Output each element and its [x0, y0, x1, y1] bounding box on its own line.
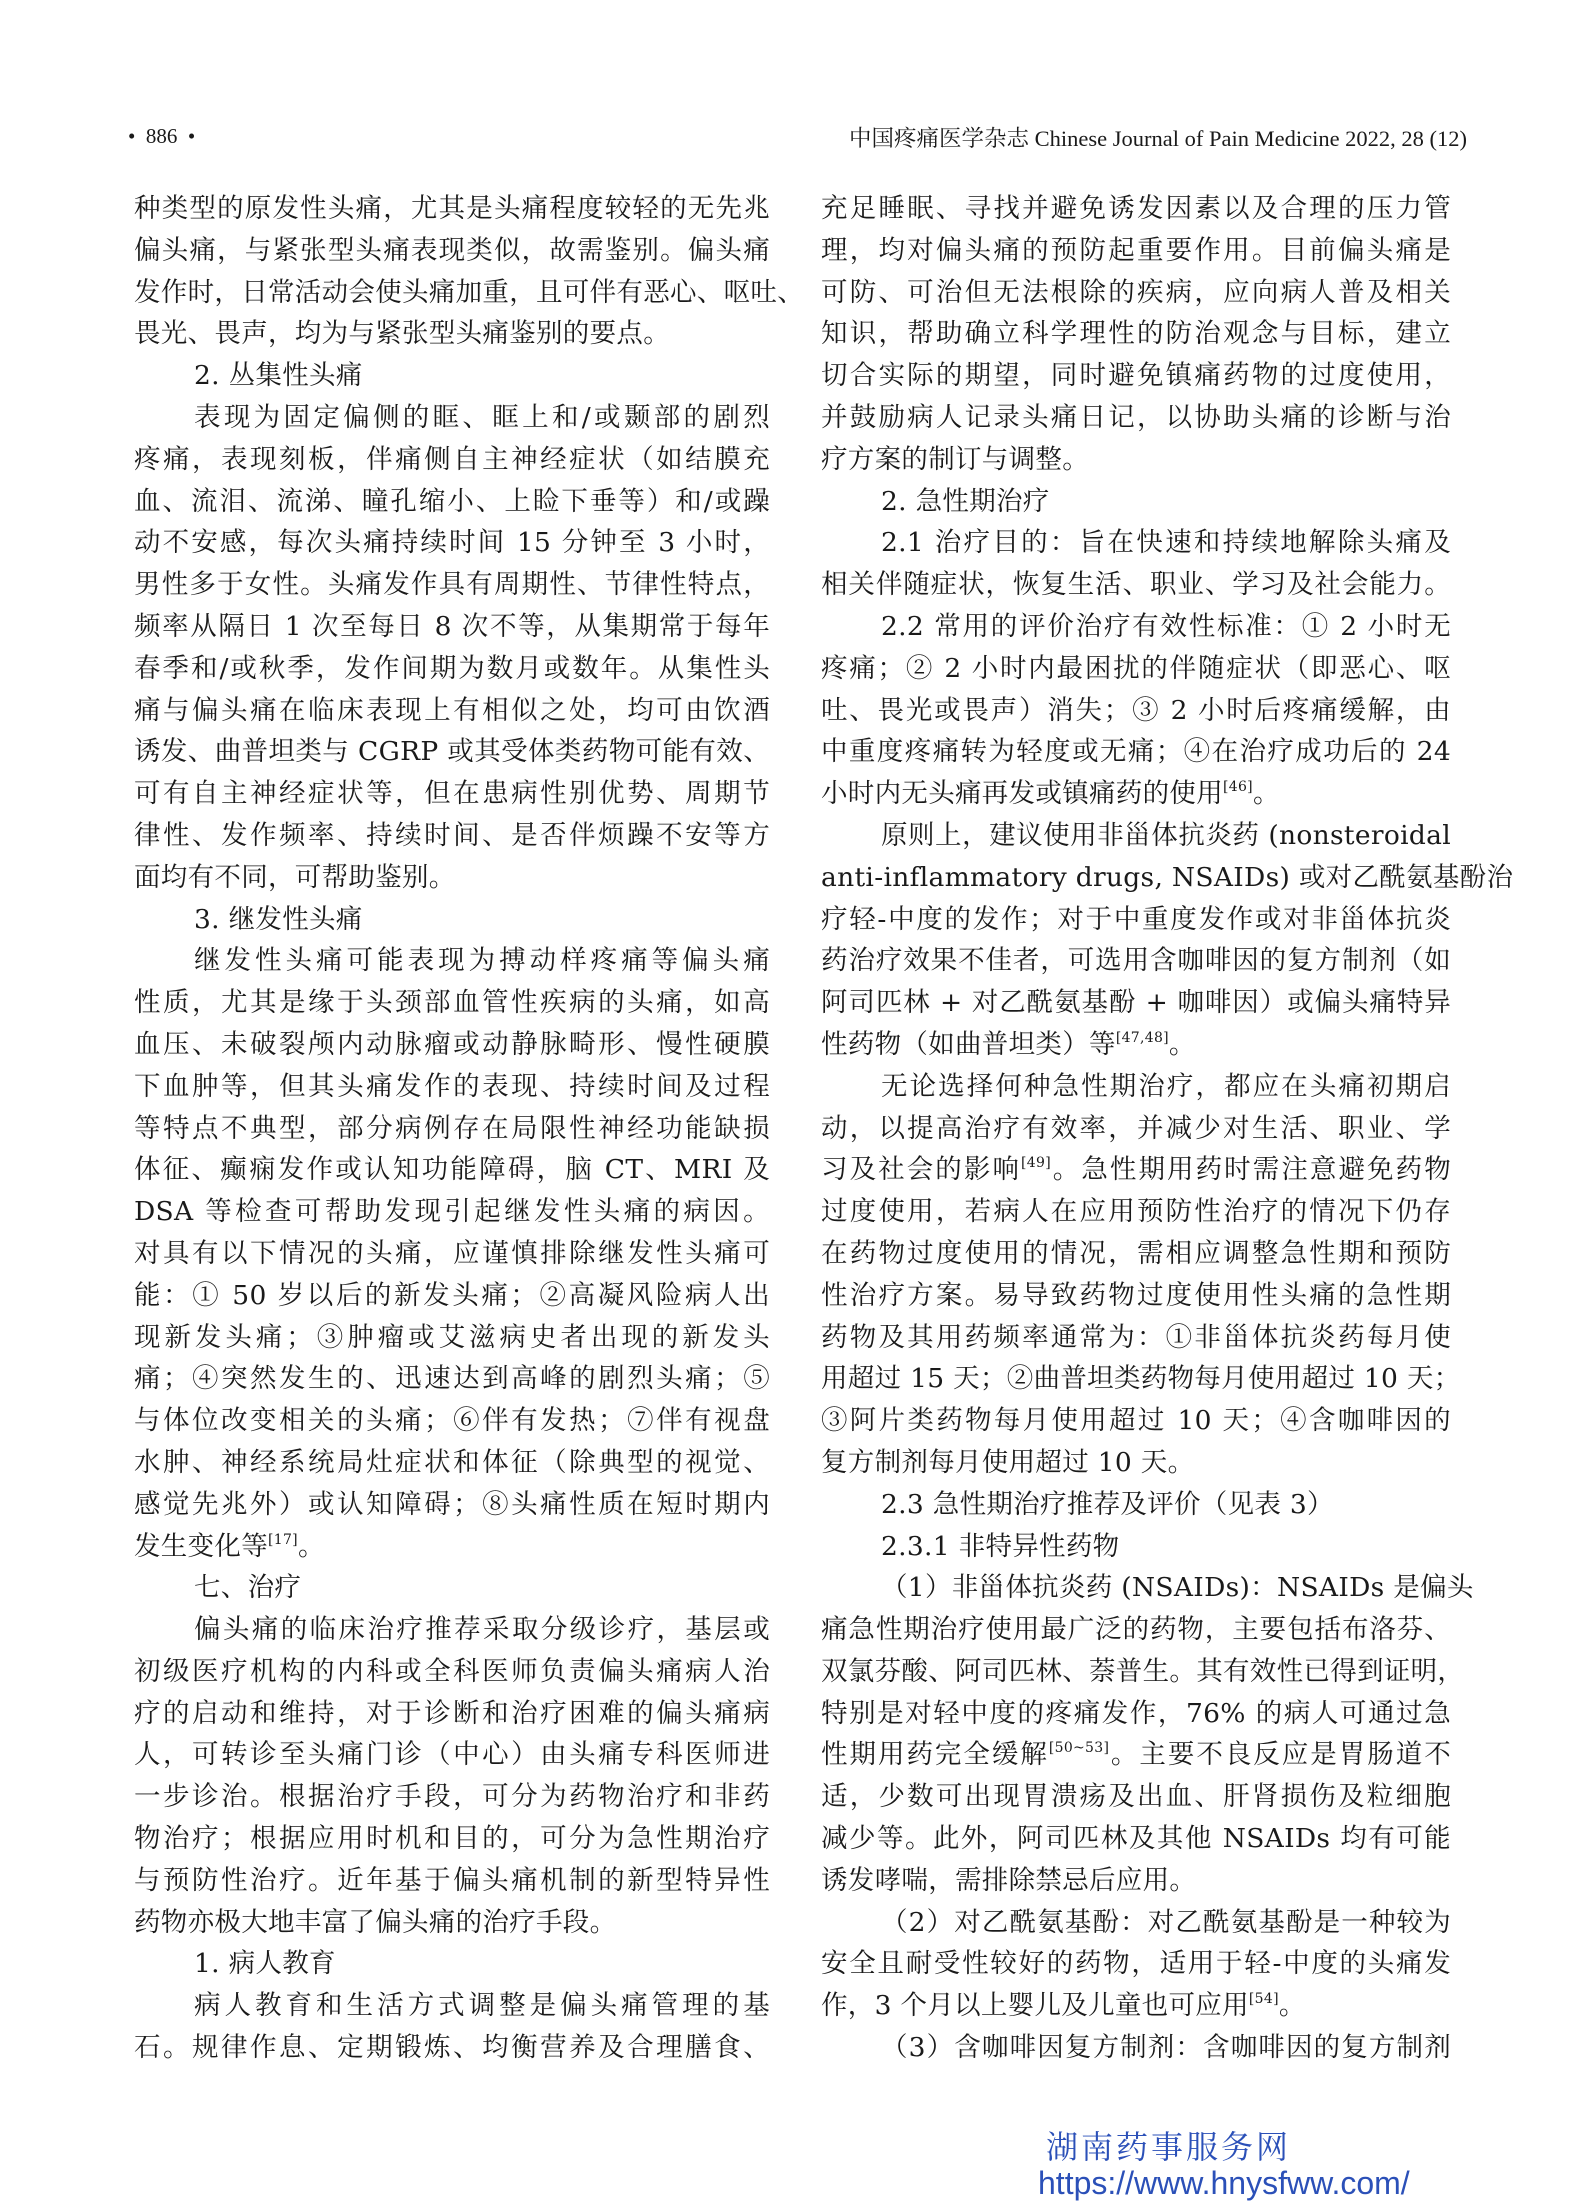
- line-text: 中重度疼痛转为轻度或无痛；④在治疗成功后的 24: [821, 736, 1451, 768]
- line-text: 面均有不同，可帮助鉴别。: [134, 861, 456, 893]
- text-line: [821, 1609, 1451, 1651]
- line-text: 双氯芬酸、阿司匹林、萘普生。其有效性已得到证明，: [821, 1655, 1465, 1687]
- line-text: 与预防性治疗。近年基于偏头痛机制的新型特异性: [134, 1864, 770, 1896]
- text-line: [821, 522, 1451, 564]
- line-text: 知识，帮助确立科学理性的防治观念与目标，建立: [821, 318, 1451, 350]
- text-line: [821, 1442, 1451, 1484]
- text-line: [134, 1149, 770, 1191]
- line-text-tail: 。: [1168, 1028, 1196, 1060]
- text-line: [821, 397, 1451, 439]
- line-text: （2）对乙酰氨基酚：对乙酰氨基酚是一种较为: [881, 1906, 1451, 1938]
- text-line: [134, 2027, 770, 2069]
- text-line: [821, 731, 1451, 773]
- text-line: [134, 1860, 770, 1902]
- line-text: 药物亦极大地丰富了偏头痛的治疗手段。: [134, 1906, 617, 1938]
- text-line: [134, 857, 770, 899]
- text-line: [134, 1651, 770, 1693]
- line-text: 吐、畏光或畏声）消失；③ 2 小时后疼痛缓解，由: [821, 694, 1451, 726]
- text-line: [134, 648, 770, 690]
- line-text: 减少等。此外，阿司匹林及其他 NSAIDs 均有可能: [821, 1823, 1451, 1855]
- text-line: [821, 1191, 1451, 1233]
- line-text: 1. 病人教育: [194, 1948, 336, 1980]
- text-line: [821, 1693, 1451, 1735]
- line-text: 人，可转诊至头痛门诊（中心）由头痛专科医师进: [134, 1739, 770, 1771]
- line-text: 石。规律作息、定期锻炼、均衡营养及合理膳食、: [134, 2032, 770, 2064]
- text-line: [821, 313, 1451, 355]
- text-line: [821, 1066, 1451, 1108]
- line-text: 继发性头痛可能表现为搏动样疼痛等偏头痛: [194, 945, 770, 977]
- text-line: [821, 1108, 1451, 1150]
- text-line: [134, 1233, 770, 1275]
- citation-ref[interactable]: [46]: [1223, 779, 1253, 796]
- line-text: 体征、癫痫发作或认知功能障碍，脑 CT、MRI 及: [134, 1154, 770, 1186]
- text-line: [134, 1024, 770, 1066]
- text-line: [821, 690, 1451, 732]
- text-line: [821, 1317, 1451, 1359]
- line-text-tail: 。急性期用药时需注意避免药物: [1050, 1154, 1451, 1186]
- journal-title: 中国疼痛医学杂志 Chinese Journal of Pain Medicine 2022, 28 (12): [849, 126, 1468, 151]
- line-text: 安全且耐受性较好的药物，适用于轻-中度的头痛发: [821, 1948, 1451, 1980]
- citation-ref[interactable]: [54]: [1248, 1991, 1279, 2008]
- line-text: 疗的启动和维持，对于诊断和治疗困难的偏头痛病: [134, 1697, 770, 1729]
- text-line: [134, 564, 770, 606]
- line-text: （1）非甾体抗炎药 (NSAIDs)：NSAIDs 是偏头: [881, 1572, 1474, 1604]
- line-text: 一步诊治。根据治疗手段，可分为药物治疗和非药: [134, 1781, 770, 1813]
- text-line: [821, 815, 1451, 857]
- line-text: 血、流泪、流涕、瞳孔缩小、上睑下垂等）和/或躁: [134, 485, 770, 517]
- text-line: [821, 773, 1451, 815]
- line-text: 阿司匹林 + 对乙酰氨基酚 + 咖啡因）或偏头痛特异: [821, 987, 1451, 1019]
- line-text: 2.3 急性期治疗推荐及评价（见表 3）: [881, 1488, 1334, 1520]
- line-text: 男性多于女性。头痛发作具有周期性、节律性特点，: [134, 569, 770, 601]
- line-text: 用超过 15 天；②曲普坦类药物每月使用超过 10 天；: [821, 1363, 1461, 1395]
- line-text: 3. 继发性头痛: [194, 903, 363, 935]
- right-column: [821, 188, 1514, 2069]
- line-text: DSA 等检查可帮助发现引起继发性头痛的病因。: [134, 1196, 770, 1228]
- text-line: [134, 1985, 770, 2027]
- citation-ref[interactable]: [47,48]: [1115, 1029, 1169, 1046]
- line-text: 无论选择何种急性期治疗，都应在头痛初期启: [881, 1070, 1451, 1102]
- line-text: 发生变化等: [134, 1530, 268, 1562]
- line-text: 物治疗；根据应用时机和目的，可分为急性期治疗: [134, 1823, 770, 1855]
- line-text: 发作时，日常活动会使头痛加重，且可伴有恶心、呕吐、: [134, 276, 804, 308]
- line-text: 血压、未破裂颅内动脉瘤或动静脉畸形、慢性硬膜: [134, 1028, 770, 1060]
- line-text: 2. 丛集性头痛: [194, 360, 363, 392]
- line-text: 2.3.1 非特异性药物: [881, 1530, 1120, 1562]
- line-text-tail: 。主要不良反应是胃肠道不: [1109, 1739, 1451, 1771]
- line-text: 作，3 个月以上婴儿及儿童也可应用: [821, 1990, 1249, 2022]
- text-line: [134, 815, 770, 857]
- line-text: 律性、发作频率、持续时间、是否伴烦躁不安等方: [134, 819, 770, 851]
- line-text: 与体位改变相关的头痛；⑥伴有发热；⑦伴有视盘: [134, 1405, 770, 1437]
- text-line: [134, 940, 770, 982]
- line-text: 切合实际的期望，同时避免镇痛药物的过度使用，: [821, 360, 1451, 392]
- text-line: [134, 1442, 770, 1484]
- text-line: [134, 397, 770, 439]
- text-line: [821, 1985, 1451, 2027]
- text-line: [134, 690, 770, 732]
- line-text-tail: 。: [297, 1530, 325, 1562]
- line-text: 种类型的原发性头痛，尤其是头痛程度较轻的无先兆: [134, 193, 770, 224]
- text-line: [821, 940, 1451, 982]
- watermark-title: 湖南药事服务网: [1046, 2128, 1292, 2166]
- text-line: [134, 1317, 770, 1359]
- text-line: [821, 1651, 1465, 1693]
- text-line: [821, 1275, 1451, 1317]
- line-text: 相关伴随症状，恢复生活、职业、学习及社会能力。: [821, 569, 1451, 601]
- line-text: 现新发头痛；③肿瘤或艾滋病史者出现的新发头: [134, 1321, 770, 1353]
- text-line: [821, 899, 1451, 941]
- line-text: 2. 急性期治疗: [881, 485, 1050, 517]
- text-line: [134, 230, 770, 272]
- text-line: [134, 1609, 770, 1651]
- text-line: [134, 773, 770, 815]
- text-line: [821, 1567, 1474, 1609]
- text-line: [821, 2027, 1451, 2069]
- text-line: [821, 857, 1514, 899]
- text-line: [134, 1400, 770, 1442]
- text-line: [134, 1818, 770, 1860]
- line-text: 性药物（如曲普坦类）等: [821, 1028, 1116, 1060]
- text-line: [134, 1191, 770, 1233]
- line-text: 痛急性期治疗使用最广泛的药物，主要包括布洛芬、: [821, 1614, 1451, 1646]
- text-line: [821, 1943, 1451, 1985]
- text-line: [821, 1776, 1451, 1818]
- text-line: [134, 439, 770, 481]
- text-line: [134, 1108, 770, 1150]
- text-line: [134, 1358, 770, 1400]
- line-text: 痛与偏头痛在临床表现上有相似之处，均可由饮酒: [134, 694, 770, 726]
- text-line: [134, 1066, 770, 1108]
- citation-ref[interactable]: [50~53]: [1048, 1740, 1110, 1757]
- text-line: [821, 1734, 1451, 1776]
- line-text: 七、治疗: [194, 1572, 302, 1604]
- line-text: 对具有以下情况的头痛，应谨慎排除继发性头痛可: [134, 1237, 770, 1269]
- line-text: 过度使用，若病人在应用预防性治疗的情况下仍存: [821, 1196, 1451, 1228]
- line-text: 性治疗方案。易导致药物过度使用性头痛的急性期: [821, 1279, 1451, 1311]
- line-text: 并鼓励病人记录头痛日记，以协助头痛的诊断与治: [821, 401, 1451, 433]
- text-line: [821, 188, 1451, 230]
- line-text: 在药物过度使用的情况，需相应调整急性期和预防: [821, 1237, 1451, 1269]
- section-heading: [821, 1526, 1451, 1568]
- line-text: 疼痛；② 2 小时内最困扰的伴随症状（即恶心、呕: [821, 652, 1451, 684]
- watermark-url[interactable]: https://www.hnysfww.com/: [1038, 2165, 1410, 2201]
- line-text: 能：① 50 岁以后的新发头痛；②高凝风险病人出: [134, 1279, 770, 1311]
- text-line: [134, 1526, 770, 1568]
- section-heading: [134, 1567, 770, 1609]
- line-text: 病人教育和生活方式调整是偏头痛管理的基: [194, 1990, 770, 2022]
- line-text: 动不安感，每次头痛持续时间 15 分钟至 3 小时，: [134, 527, 770, 559]
- line-text: 特别是对轻中度的疼痛发作，76% 的病人可通过急: [821, 1697, 1451, 1729]
- line-text: 诱发哮喘，需排除禁忌后应用。: [821, 1864, 1197, 1896]
- line-text: 药治疗效果不佳者，可选用含咖啡因的复方制剂（如: [821, 945, 1451, 977]
- section-heading: [821, 481, 1451, 523]
- text-line: [134, 731, 770, 773]
- text-line: [134, 1275, 770, 1317]
- text-line: [134, 1693, 770, 1735]
- line-text-tail: 。: [1252, 778, 1280, 810]
- section-heading: [134, 1943, 770, 1985]
- line-text: 痛；④突然发生的、迅速达到高峰的剧烈头痛；⑤: [134, 1363, 770, 1395]
- line-text: 理，均对偏头痛的预防起重要作用。目前偏头痛是: [821, 234, 1451, 266]
- line-text: 可有自主神经症状等，但在患病性别优势、周期节: [134, 778, 770, 810]
- line-text: 复方制剂每月使用超过 10 天。: [821, 1446, 1195, 1478]
- text-line: [134, 982, 770, 1024]
- line-text: 适，少数可出现胃溃疡及出血、肝肾损伤及粒细胞: [821, 1781, 1451, 1813]
- page-number: • 886 •: [128, 124, 196, 148]
- section-heading: [134, 899, 770, 941]
- line-text: 感觉先兆外）或认知障碍；⑧头痛性质在短时期内: [134, 1488, 770, 1520]
- line-text: ③阿片类药物每月使用超过 10 天；④含咖啡因的: [821, 1405, 1451, 1437]
- line-text: 2.2 常用的评价治疗有效性标准：① 2 小时无: [881, 610, 1451, 642]
- line-text: 下血肿等，但其头痛发作的表现、持续时间及过程: [134, 1070, 770, 1102]
- text-line: [821, 272, 1451, 314]
- line-text: 偏头痛，与紧张型头痛表现类似，故需鉴别。偏头痛: [134, 234, 770, 266]
- line-text: 性期用药完全缓解: [821, 1739, 1049, 1771]
- line-text: 疗轻-中度的发作；对于中重度发作或对非甾体抗炎: [821, 903, 1451, 935]
- line-text: 表现为固定偏侧的眶、眶上和/或颞部的剧烈: [194, 401, 770, 433]
- line-text: 等特点不典型，部分病例存在局限性神经功能缺损: [134, 1112, 770, 1144]
- line-text: 性质，尤其是缘于头颈部血管性疾病的头痛，如高: [134, 987, 770, 1019]
- line-text: 2.1 治疗目的：旨在快速和持续地解除头痛及: [881, 527, 1451, 559]
- line-text: 可防、可治但无法根除的疾病，应向病人普及相关: [821, 276, 1451, 308]
- line-text: 疗方案的制订与调整。: [821, 443, 1089, 475]
- citation-ref[interactable]: [17]: [268, 1531, 298, 1548]
- section-heading: [134, 355, 770, 397]
- text-line: [134, 522, 770, 564]
- line-text: 水肿、神经系统局灶症状和体征（除典型的视觉、: [134, 1446, 770, 1478]
- line-text: anti-inflammatory drugs, NSAIDs) 或对乙酰氨基酚治: [821, 861, 1514, 893]
- line-text: 药物及其用药频率通常为：①非甾体抗炎药每月使: [821, 1321, 1451, 1353]
- section-heading: [821, 1484, 1451, 1526]
- text-line: [821, 1860, 1451, 1902]
- line-text: 频率从隔日 1 次至每日 8 次不等，从集期常于每年: [134, 610, 770, 642]
- line-text: 畏光、畏声，均为与紧张型头痛鉴别的要点。: [134, 318, 670, 350]
- text-line: [821, 1818, 1451, 1860]
- text-line: [134, 481, 770, 523]
- line-text: （3）含咖啡因复方制剂：含咖啡因的复方制剂: [881, 2032, 1451, 2064]
- text-line: [821, 1233, 1451, 1275]
- text-line: [821, 1400, 1451, 1442]
- line-text: 动，以提高治疗有效率，并减少对生活、职业、学: [821, 1112, 1451, 1144]
- text-line: [134, 272, 804, 314]
- text-line: [134, 313, 770, 355]
- text-line: [134, 606, 770, 648]
- line-text-tail: 。: [1278, 1990, 1306, 2022]
- line-text: 偏头痛的临床治疗推荐采取分级诊疗，基层或: [194, 1614, 770, 1646]
- text-line: [134, 1484, 770, 1526]
- text-line: [821, 648, 1451, 690]
- left-column: [134, 188, 804, 2069]
- line-text: 疼痛，表现刻板，伴痛侧自主神经症状（如结膜充: [134, 443, 770, 475]
- text-line: [821, 1149, 1451, 1191]
- line-text: 诱发、曲普坦类与 CGRP 或其受体类药物可能有效、: [134, 736, 770, 768]
- text-line: [821, 1024, 1451, 1066]
- text-line: [821, 355, 1451, 397]
- line-text: 充足睡眠、寻找并避免诱发因素以及合理的压力管: [821, 193, 1451, 224]
- line-text: 春季和/或秋季，发作间期为数月或数年。从集性头: [134, 652, 770, 684]
- text-line: [821, 982, 1451, 1024]
- text-line: [134, 1776, 770, 1818]
- citation-ref[interactable]: [49]: [1021, 1155, 1051, 1172]
- text-line: [821, 606, 1451, 648]
- text-line: [821, 1358, 1461, 1400]
- text-line: [821, 230, 1451, 272]
- line-text: 小时内无头痛再发或镇痛药的使用: [821, 778, 1223, 810]
- text-line: [821, 1902, 1451, 1944]
- line-text: 习及社会的影响: [821, 1154, 1022, 1186]
- text-line: [134, 1902, 770, 1944]
- text-line: [134, 188, 770, 230]
- text-line: [821, 564, 1451, 606]
- line-text: 初级医疗机构的内科或全科医师负责偏头痛病人治: [134, 1655, 770, 1687]
- text-line: [821, 439, 1451, 481]
- line-text: 原则上，建议使用非甾体抗炎药 (nonsteroidal: [881, 819, 1451, 851]
- text-line: [134, 1734, 770, 1776]
